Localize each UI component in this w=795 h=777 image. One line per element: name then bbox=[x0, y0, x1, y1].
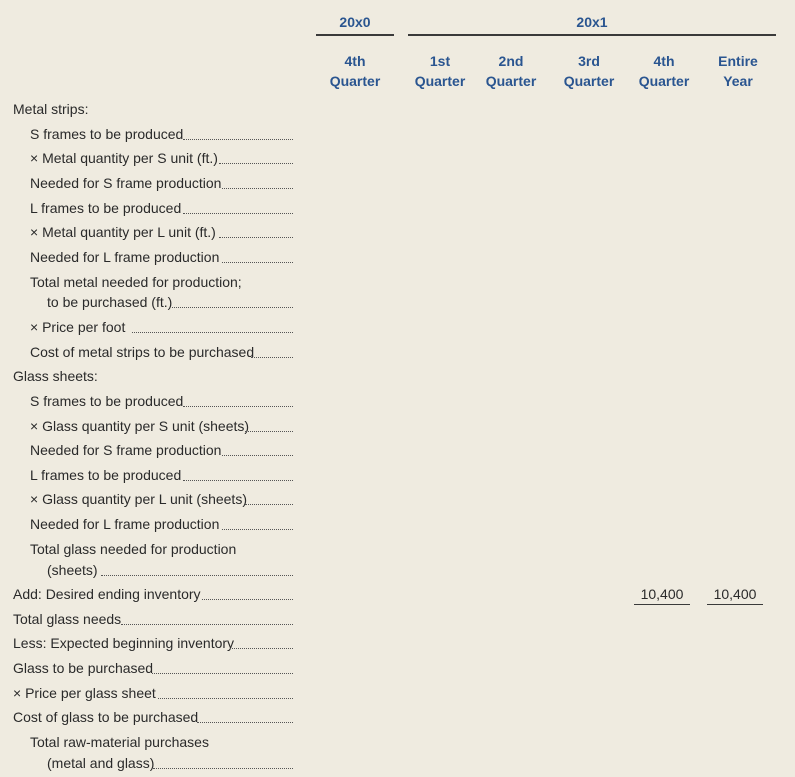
year-rule-current bbox=[408, 34, 776, 36]
dot-leader bbox=[219, 144, 293, 164]
row-label: L frames to be produced bbox=[30, 467, 182, 483]
row-label: Cost of glass to be purchased bbox=[13, 709, 199, 725]
dot-leader bbox=[222, 169, 293, 189]
dot-leader bbox=[153, 749, 293, 769]
dot-leader bbox=[183, 194, 293, 214]
underline-year bbox=[707, 604, 763, 605]
dot-leader bbox=[121, 605, 293, 625]
row-label: × Price per glass sheet bbox=[13, 685, 156, 701]
dot-leader bbox=[197, 703, 293, 723]
dot-leader bbox=[183, 461, 293, 481]
row-label: S frames to be produced bbox=[30, 126, 184, 142]
row-label: Total raw-material purchases bbox=[30, 734, 209, 750]
dot-leader bbox=[132, 313, 293, 333]
row-label: × Glass quantity per L unit (sheets) bbox=[30, 491, 247, 507]
row-label: × Glass quantity per S unit (sheets) bbox=[30, 418, 250, 434]
column-header-entire-year: Entire Year bbox=[718, 53, 758, 89]
column-header-q3: 3rd Quarter bbox=[563, 53, 615, 89]
value-desired-ending-q4: 10,400 bbox=[640, 586, 684, 602]
section-heading-metal: Metal strips: bbox=[13, 101, 89, 117]
row-label: (metal and glass) bbox=[47, 755, 155, 771]
row-label: Less: Expected beginning inventory bbox=[13, 635, 235, 651]
dot-leader bbox=[219, 218, 293, 238]
row-label: Needed for S frame production bbox=[30, 442, 222, 458]
row-label: × Price per foot bbox=[30, 319, 126, 335]
dot-leader bbox=[152, 654, 293, 674]
row-label: (sheets) bbox=[47, 562, 98, 578]
row-label: × Metal quantity per S unit (ft.) bbox=[30, 150, 218, 166]
dot-leader bbox=[222, 436, 293, 456]
dot-leader bbox=[158, 679, 293, 699]
dot-leader bbox=[101, 556, 293, 576]
dot-leader bbox=[202, 580, 293, 600]
column-header-q4: 4th Quarter bbox=[638, 53, 690, 89]
row-label: × Metal quantity per L unit (ft.) bbox=[30, 224, 216, 240]
row-label: S frames to be produced bbox=[30, 393, 184, 409]
row-label: Glass to be purchased bbox=[13, 660, 154, 676]
dot-leader bbox=[222, 243, 293, 263]
year-rule-prior bbox=[316, 34, 394, 36]
row-label: Total glass needed for production bbox=[30, 541, 237, 557]
section-heading-glass: Glass sheets: bbox=[13, 368, 98, 384]
year-heading-current: 20x1 bbox=[576, 14, 608, 30]
row-label: Cost of metal strips to be purchased bbox=[30, 344, 255, 360]
dot-leader bbox=[245, 412, 293, 432]
year-heading-prior: 20x0 bbox=[339, 14, 371, 30]
value-desired-ending-year: 10,400 bbox=[713, 586, 757, 602]
row-label: Needed for S frame production bbox=[30, 175, 222, 191]
dot-leader bbox=[251, 338, 293, 358]
row-label: L frames to be produced bbox=[30, 200, 182, 216]
dot-leader bbox=[222, 510, 293, 530]
row-label: Needed for L frame production bbox=[30, 516, 220, 532]
dot-leader bbox=[183, 387, 293, 407]
dot-leader bbox=[183, 120, 293, 140]
dot-leader bbox=[230, 629, 293, 649]
row-label: Total metal needed for production; bbox=[30, 274, 242, 290]
row-label: Total glass needs bbox=[13, 611, 122, 627]
dot-leader bbox=[172, 288, 293, 308]
column-header-q2: 2nd Quarter bbox=[485, 53, 537, 89]
row-label: Add: Desired ending inventory bbox=[13, 586, 201, 602]
row-label: Needed for L frame production bbox=[30, 249, 220, 265]
dot-leader bbox=[245, 485, 293, 505]
column-header-20x0-q4: 4th Quarter bbox=[329, 53, 381, 89]
underline-q4 bbox=[634, 604, 690, 605]
column-header-q1: 1st Quarter bbox=[414, 53, 466, 89]
row-label: to be purchased (ft.) bbox=[47, 294, 173, 310]
